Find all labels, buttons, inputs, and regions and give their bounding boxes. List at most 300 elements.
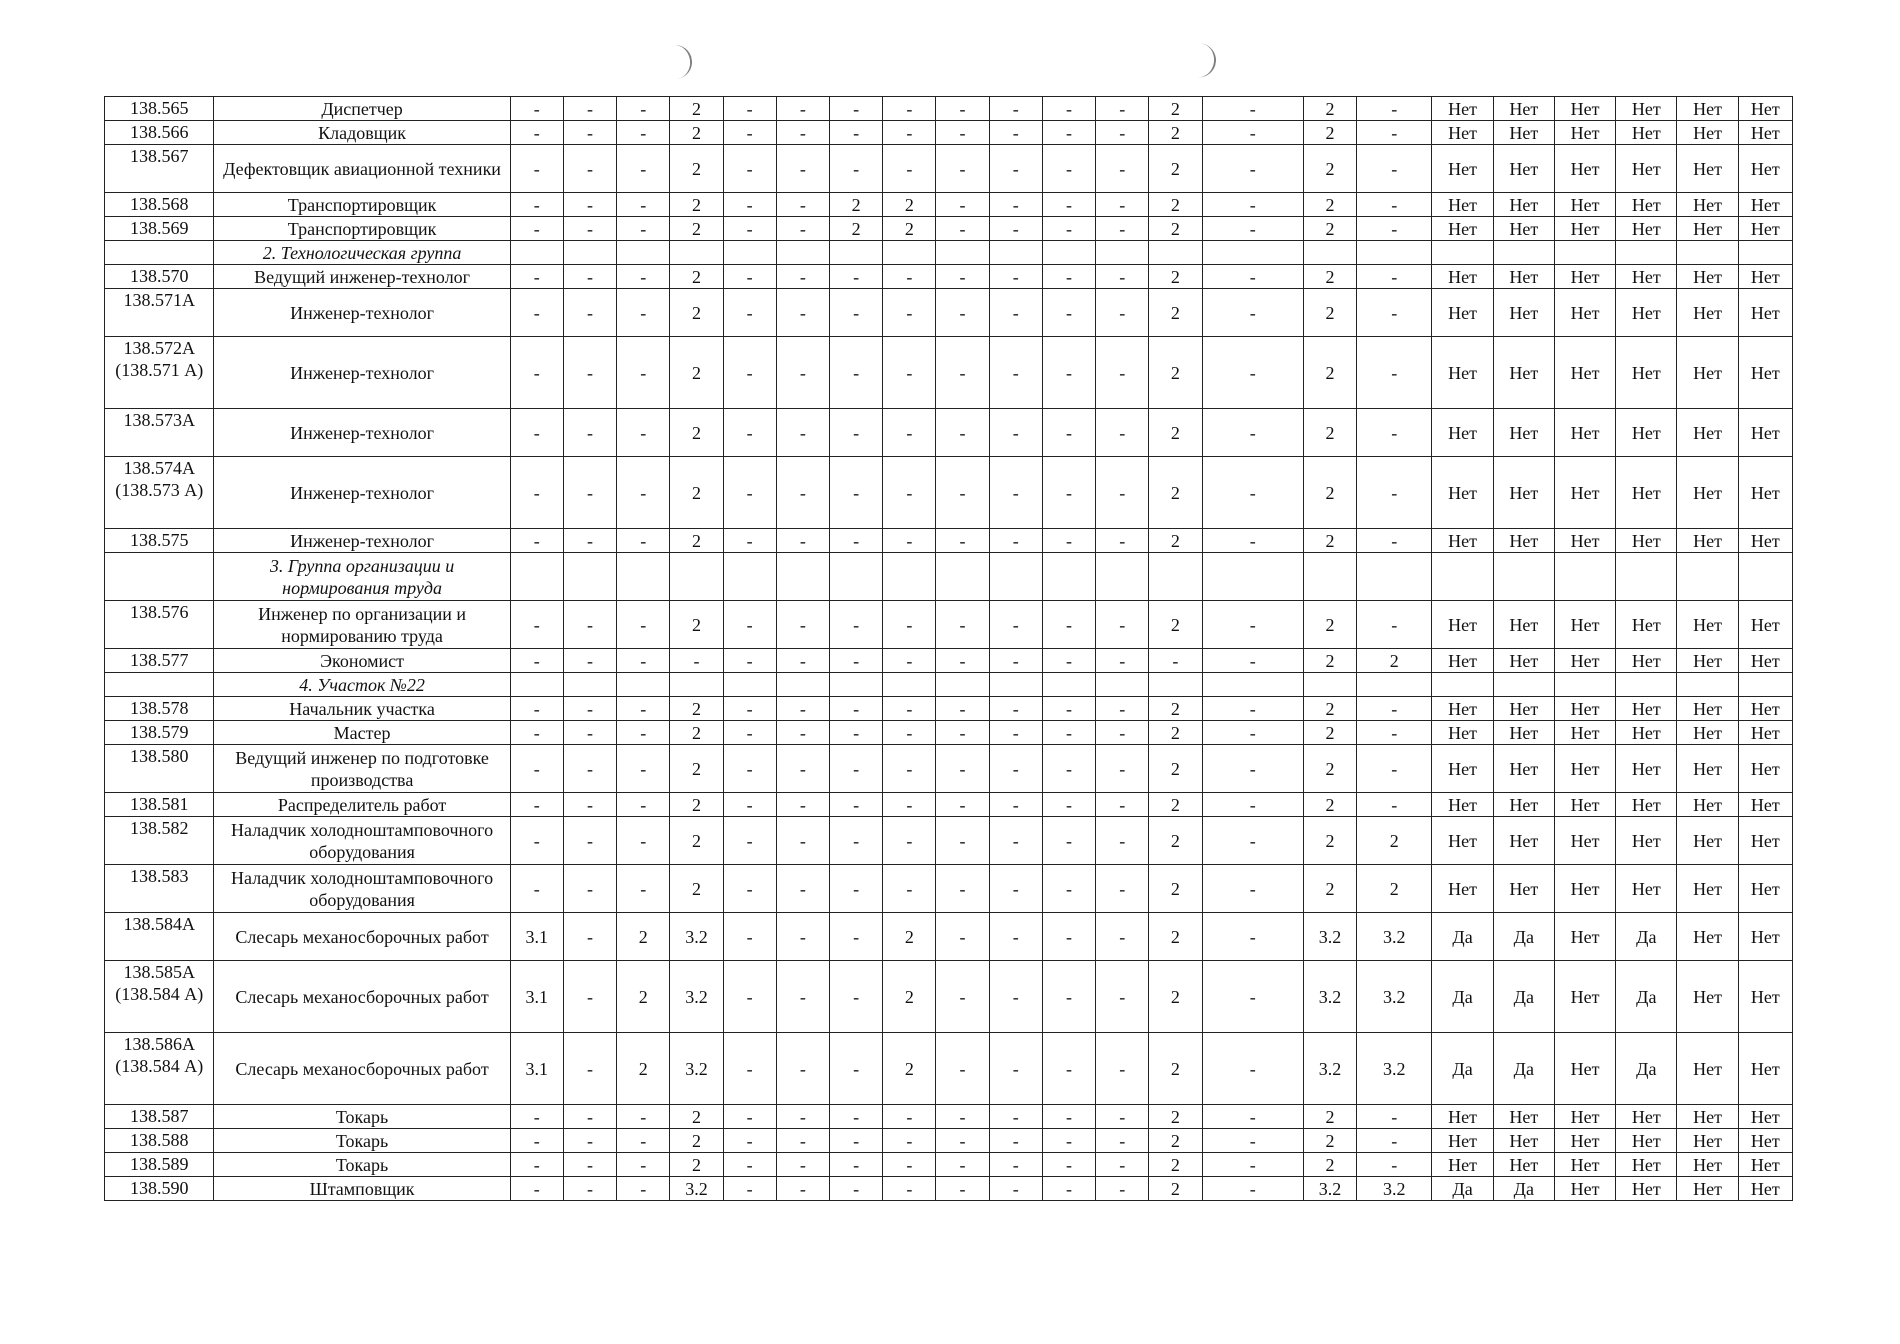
value-cell: - [989,961,1042,1033]
workplace-number-cell: 138.576 [105,601,214,649]
value-cell: Нет [1554,817,1615,865]
value-cell: 2 [1303,721,1356,745]
value-cell: - [1042,1129,1095,1153]
value-cell: - [829,409,882,457]
value-cell: 2 [1149,289,1202,337]
table-row [105,961,1793,1033]
value-cell: Нет [1493,1105,1554,1129]
value-cell: 3.2 [670,1033,723,1105]
value-cell [1096,241,1149,265]
value-cell: Нет [1616,745,1677,793]
value-cell: - [1202,697,1303,721]
value-cell [1357,553,1432,601]
value-cell: Да [1432,913,1493,961]
value-cell: Нет [1616,217,1677,241]
value-cell [1554,673,1615,697]
value-cell: - [936,817,989,865]
value-cell: - [829,1105,882,1129]
value-cell: Нет [1738,865,1792,913]
value-cell: 2 [670,1129,723,1153]
value-cell: - [829,649,882,673]
value-cell: 3.2 [1303,961,1356,1033]
value-cell: - [1096,337,1149,409]
value-cell: 2 [883,961,936,1033]
value-cell [1357,241,1432,265]
value-cell [829,673,882,697]
value-cell: - [776,697,829,721]
value-cell: - [1357,1153,1432,1177]
value-cell: - [563,193,616,217]
section-title-cell: 4. Участок №22 [214,673,510,697]
value-cell: - [936,961,989,1033]
value-cell: - [1357,793,1432,817]
value-cell: 2 [1303,121,1356,145]
value-cell: 2 [1303,409,1356,457]
value-cell: - [1202,865,1303,913]
value-cell: 2 [1149,1105,1202,1129]
value-cell: - [829,289,882,337]
value-cell: - [936,529,989,553]
value-cell [776,553,829,601]
value-cell: 2 [1303,337,1356,409]
value-cell: Нет [1493,1129,1554,1153]
value-cell [1493,241,1554,265]
position-name-cell: Инженер-технолог [214,457,510,529]
value-cell: Нет [1493,217,1554,241]
value-cell: - [1357,217,1432,241]
value-cell [829,241,882,265]
value-cell: - [1357,193,1432,217]
value-cell: - [776,265,829,289]
value-cell: Да [1493,913,1554,961]
value-cell: Нет [1432,649,1493,673]
value-cell: Нет [1554,1153,1615,1177]
value-cell [776,241,829,265]
value-cell: - [723,289,776,337]
sout-results-table [104,96,1793,1201]
position-name-cell: Слесарь механосборочных работ [214,913,510,961]
value-cell: - [936,913,989,961]
value-cell: - [723,337,776,409]
workplace-number-cell: 138.585А (138.584 А) [105,961,214,1033]
value-cell: - [1202,1177,1303,1201]
value-cell: - [1096,121,1149,145]
value-cell: - [936,865,989,913]
value-cell: - [883,1177,936,1201]
value-cell [1042,553,1095,601]
value-cell: - [563,865,616,913]
value-cell [1677,553,1738,601]
value-cell: - [989,721,1042,745]
value-cell: - [563,1153,616,1177]
value-cell: - [1357,529,1432,553]
value-cell: Нет [1432,817,1493,865]
value-cell: Нет [1616,193,1677,217]
value-cell: - [936,601,989,649]
value-cell [1493,553,1554,601]
value-cell: Нет [1616,1153,1677,1177]
value-cell: Нет [1738,793,1792,817]
value-cell [936,241,989,265]
value-cell: 2 [1149,961,1202,1033]
value-cell: - [1096,721,1149,745]
value-cell: - [936,697,989,721]
value-cell: - [1096,289,1149,337]
value-cell: 2 [1303,649,1356,673]
value-cell: - [617,193,670,217]
value-cell: - [510,97,563,121]
table-row [105,409,1793,457]
workplace-number-cell [105,241,214,265]
value-cell: Нет [1738,817,1792,865]
value-cell: Нет [1493,97,1554,121]
value-cell: - [1202,409,1303,457]
value-cell: - [1096,913,1149,961]
value-cell: - [617,1177,670,1201]
value-cell [883,553,936,601]
value-cell: Нет [1432,289,1493,337]
value-cell: Нет [1677,1105,1738,1129]
value-cell: - [776,1153,829,1177]
value-cell [989,241,1042,265]
value-cell: - [776,457,829,529]
value-cell: - [1202,721,1303,745]
value-cell: - [989,1105,1042,1129]
value-cell: - [510,529,563,553]
value-cell: Нет [1432,265,1493,289]
value-cell: - [723,745,776,793]
value-cell: 2 [1149,697,1202,721]
value-cell: - [1096,697,1149,721]
value-cell: Нет [1738,121,1792,145]
value-cell: 2 [1303,97,1356,121]
value-cell: Нет [1738,289,1792,337]
value-cell: Нет [1493,865,1554,913]
value-cell: 2 [670,193,723,217]
value-cell: Нет [1554,649,1615,673]
value-cell: 2 [829,193,882,217]
value-cell: - [617,121,670,145]
value-cell: Нет [1616,697,1677,721]
value-cell [723,241,776,265]
value-cell: - [989,337,1042,409]
value-cell: - [510,793,563,817]
value-cell: - [563,601,616,649]
value-cell: - [776,193,829,217]
value-cell [776,673,829,697]
value-cell [1149,241,1202,265]
value-cell: - [883,145,936,193]
value-cell [617,553,670,601]
value-cell: Нет [1554,865,1615,913]
value-cell: - [510,145,563,193]
value-cell: Нет [1738,649,1792,673]
value-cell: - [776,529,829,553]
workplace-number-cell: 138.590 [105,1177,214,1201]
workplace-number-cell: 138.577 [105,649,214,673]
value-cell: Нет [1554,217,1615,241]
value-cell: - [1357,1129,1432,1153]
value-cell: 2 [670,745,723,793]
value-cell: Нет [1738,697,1792,721]
value-cell: - [829,745,882,793]
value-cell: Нет [1616,289,1677,337]
value-cell: Нет [1677,217,1738,241]
value-cell: - [776,721,829,745]
value-cell [563,553,616,601]
value-cell: - [563,913,616,961]
value-cell: - [1202,1033,1303,1105]
value-cell: - [1042,337,1095,409]
value-cell: - [510,721,563,745]
position-name-cell: Транспортировщик [214,193,510,217]
table-row [105,697,1793,721]
value-cell: 2 [1149,1153,1202,1177]
value-cell: - [829,529,882,553]
value-cell: - [1202,193,1303,217]
value-cell: - [989,913,1042,961]
value-cell: Да [1432,1033,1493,1105]
value-cell: 2 [1303,145,1356,193]
value-cell [1738,553,1792,601]
value-cell: - [1042,1177,1095,1201]
value-cell: - [989,865,1042,913]
value-cell: 2 [1149,193,1202,217]
value-cell: - [829,697,882,721]
value-cell: - [617,1129,670,1153]
position-name-cell: Экономист [214,649,510,673]
value-cell: Нет [1616,1129,1677,1153]
value-cell: - [1042,121,1095,145]
value-cell: - [989,601,1042,649]
value-cell: Нет [1677,745,1738,793]
value-cell: - [883,121,936,145]
value-cell: Нет [1432,793,1493,817]
value-cell: - [883,649,936,673]
value-cell: 2 [617,961,670,1033]
value-cell: - [723,193,776,217]
value-cell: Нет [1616,121,1677,145]
value-cell: Нет [1677,961,1738,1033]
value-cell: Да [1432,1177,1493,1201]
value-cell: 3.1 [510,1033,563,1105]
value-cell: 2 [1303,817,1356,865]
value-cell: 2 [1357,865,1432,913]
value-cell: - [563,145,616,193]
value-cell: Нет [1493,601,1554,649]
punch-hole-mark [670,43,695,79]
value-cell: - [936,1033,989,1105]
value-cell: - [617,289,670,337]
workplace-number-cell: 138.586А (138.584 А) [105,1033,214,1105]
value-cell: Нет [1493,649,1554,673]
value-cell: - [883,409,936,457]
value-cell [1677,241,1738,265]
value-cell: Нет [1616,145,1677,193]
value-cell: - [1202,745,1303,793]
value-cell: - [670,649,723,673]
value-cell: - [617,697,670,721]
value-cell: - [723,721,776,745]
table-row [105,289,1793,337]
value-cell: - [1096,1129,1149,1153]
value-cell: 2 [670,337,723,409]
value-cell: - [936,97,989,121]
value-cell: Нет [1493,265,1554,289]
value-cell: - [829,721,882,745]
value-cell: - [936,193,989,217]
workplace-number-cell: 138.578 [105,697,214,721]
value-cell: - [617,265,670,289]
value-cell: Нет [1432,193,1493,217]
table-row [105,1129,1793,1153]
value-cell [1202,673,1303,697]
value-cell: - [510,217,563,241]
value-cell: - [1202,145,1303,193]
value-cell: 3.2 [1357,913,1432,961]
value-cell: Нет [1677,409,1738,457]
table-row [105,1153,1793,1177]
position-name-cell: Распределитель работ [214,793,510,817]
value-cell: - [510,289,563,337]
value-cell: Нет [1677,817,1738,865]
position-name-cell: Слесарь механосборочных работ [214,961,510,1033]
value-cell: Нет [1493,409,1554,457]
position-name-cell: Наладчик холодноштамповочного оборудования [214,865,510,913]
value-cell: - [510,121,563,145]
value-cell: Нет [1738,721,1792,745]
value-cell: - [829,145,882,193]
value-cell: 2 [1149,865,1202,913]
value-cell [1042,241,1095,265]
value-cell: 2 [617,913,670,961]
value-cell: Нет [1677,265,1738,289]
value-cell: Нет [1677,121,1738,145]
value-cell [1616,673,1677,697]
value-cell: - [1202,217,1303,241]
value-cell: 2 [1303,793,1356,817]
value-cell: Нет [1738,409,1792,457]
value-cell: Нет [1493,289,1554,337]
value-cell: 2 [1149,721,1202,745]
value-cell: - [617,457,670,529]
value-cell: - [883,745,936,793]
value-cell: Нет [1738,529,1792,553]
value-cell: - [829,961,882,1033]
value-cell: - [1096,265,1149,289]
position-name-cell: Токарь [214,1105,510,1129]
value-cell: - [1042,145,1095,193]
value-cell: 2 [670,601,723,649]
value-cell: Нет [1493,697,1554,721]
value-cell: - [1042,97,1095,121]
value-cell: - [723,961,776,1033]
value-cell: - [1096,217,1149,241]
value-cell: - [510,337,563,409]
value-cell: 2 [1149,457,1202,529]
value-cell: Нет [1432,457,1493,529]
value-cell: - [989,97,1042,121]
value-cell: 2 [1303,697,1356,721]
value-cell [1303,241,1356,265]
value-cell: - [1096,865,1149,913]
value-cell: - [510,1177,563,1201]
value-cell: - [776,337,829,409]
value-cell: - [617,793,670,817]
value-cell: Нет [1432,865,1493,913]
workplace-number-cell: 138.587 [105,1105,214,1129]
value-cell: 2 [670,289,723,337]
value-cell: - [563,457,616,529]
position-name-cell: Инженер-технолог [214,289,510,337]
value-cell [1432,673,1493,697]
value-cell: - [776,649,829,673]
value-cell: Нет [1677,1177,1738,1201]
value-cell: Нет [1432,745,1493,793]
value-cell: - [1042,649,1095,673]
value-cell: - [723,265,776,289]
value-cell: Нет [1738,961,1792,1033]
value-cell [723,673,776,697]
value-cell: Нет [1616,97,1677,121]
value-cell: Нет [1616,457,1677,529]
value-cell: 2 [670,217,723,241]
value-cell [1096,553,1149,601]
value-cell: 3.2 [1303,913,1356,961]
value-cell: Нет [1616,529,1677,553]
value-cell: Нет [1493,121,1554,145]
value-cell: 2 [1357,817,1432,865]
workplace-number-cell: 138.565 [105,97,214,121]
value-cell: 2 [1303,193,1356,217]
value-cell: 2 [1149,745,1202,793]
value-cell: Нет [1554,961,1615,1033]
value-cell: Нет [1738,457,1792,529]
value-cell: 2 [670,721,723,745]
value-cell: Нет [1616,1105,1677,1129]
value-cell: 2 [883,1033,936,1105]
value-cell: - [510,409,563,457]
value-cell: - [723,1105,776,1129]
value-cell: 2 [1149,529,1202,553]
table-row [105,121,1793,145]
value-cell: Нет [1738,145,1792,193]
table-row [105,793,1793,817]
value-cell: 2 [617,1033,670,1105]
value-cell: - [1202,1129,1303,1153]
value-cell: - [1202,265,1303,289]
value-cell: Нет [1738,745,1792,793]
value-cell: - [989,289,1042,337]
workplace-number-cell: 138.581 [105,793,214,817]
value-cell: - [776,1129,829,1153]
table-body [105,97,1793,1201]
value-cell: - [829,97,882,121]
value-cell: - [883,793,936,817]
value-cell: Да [1493,1033,1554,1105]
workplace-number-cell: 138.566 [105,121,214,145]
value-cell: Да [1616,961,1677,1033]
value-cell: Нет [1616,649,1677,673]
workplace-number-cell: 138.589 [105,1153,214,1177]
value-cell: 2 [670,1153,723,1177]
value-cell: - [1096,793,1149,817]
value-cell [617,241,670,265]
value-cell: 2 [1303,289,1356,337]
value-cell: Нет [1677,1033,1738,1105]
table-row [105,97,1793,121]
value-cell: - [1042,913,1095,961]
